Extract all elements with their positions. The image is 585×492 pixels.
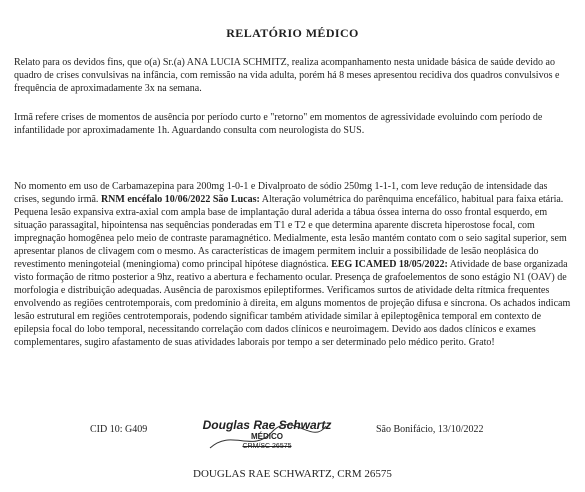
cid-code: CID 10: G409 [90,424,148,435]
eeg-findings: Atividade de base organizada visto formação de ritmo posterior a 9hz, reativo a abertura e fechamento ocular. Presença de grafoelementos de sono estágio N1 (OAV) de morfologia e distribuição adequadas. Ausência de paroxismos epileptiformes. Verificamos surtos de atividade delta rítmica frequentes envolvendo as regiões centrotemporais, com predomínio à direita, em alguns momentos de projeção difusa e síncrona. Os achados indicam lesão estrutural em regiões centrotemporais, podendo significar também atividade similar à epileptogênica temporal em contexto de epilepsia focal do lobo temporal, necessitando correlação com dados clínicos e neuroimagem. Devido aos dados clínicos e exames complementares, sugiro afastamento de suas atividades laborais por tempo a ser determinado pelo médico perito. Grato! [14,259,571,348]
document-title: RELATÓRIO MÉDICO [226,26,359,40]
place-date: São Bonifácio, 13/10/2022 [376,424,484,435]
eeg-heading: EEG ICAMED 18/05/2022: [331,259,448,270]
doctor-stamp [202,418,332,462]
doctor-name-footer: DOUGLAS RAE SCHWARTZ, CRM 26575 [193,468,392,480]
stamp-name: Douglas Rae Schwartz [202,418,332,432]
paragraph-treatment-exams [14,180,574,349]
paragraph-sister-report: Irmã refere crises de momentos de ausência por período curto e "retorno" em momentos de agressividade evoluindo com período de infantilidade por aproximadamente 1h. Aguardando consulta com neurologista do SUS. [14,112,543,136]
stamp-role: MÉDICO [251,432,283,441]
stamp-crm: CRM/SC 26575 [242,443,292,450]
signature-scribble [202,418,332,462]
treatment-text: No momento em uso de Carbamazepina para 200mg 1-0-1 e Divalproato de sódio 250mg 1-1-1, com leve redução de intensidade das crises, segundo irmã. [14,181,548,205]
mri-heading: RNM encéfalo 10/06/2022 São Lucas: [100,194,260,205]
paragraph-intro: Relato para os devidos fins, que o(a) Sr.(a) ANA LUCIA SCHMITZ, realiza acompanhamento nesta unidade básica de saúde devido ao quadro de crises convulsivas na infância, com remissão na vida adulta, porém há 8 meses apresentou recidiva dos quadros convulsivos e frequência de aproximadamente 3x na semana. [14,57,560,94]
mri-findings: Alteração volumétrica do parênquima encefálico, habitual para faixa etária. Pequena lesão expansiva extra-axial com ampla base de implantação dural aderida a tábua óssea interna do osso frontal esquerdo, em situação parassagital, hipointensa nas sequências ponderadas em T1 e T2 e que determina aparente discreta hiperostose focal, com impregnação homogênea pelo meio de contraste paramagnético. Medialmente, esta lesão mantém contato com o seio sagital superior, sem apresentar planos de clivagem com o mesmo. As características de imagem permitem incluir a possibilidade de lesão neoplásica do revestimento meningoteial (meningioma) como principal hipótese diagnóstica. [14,194,567,270]
